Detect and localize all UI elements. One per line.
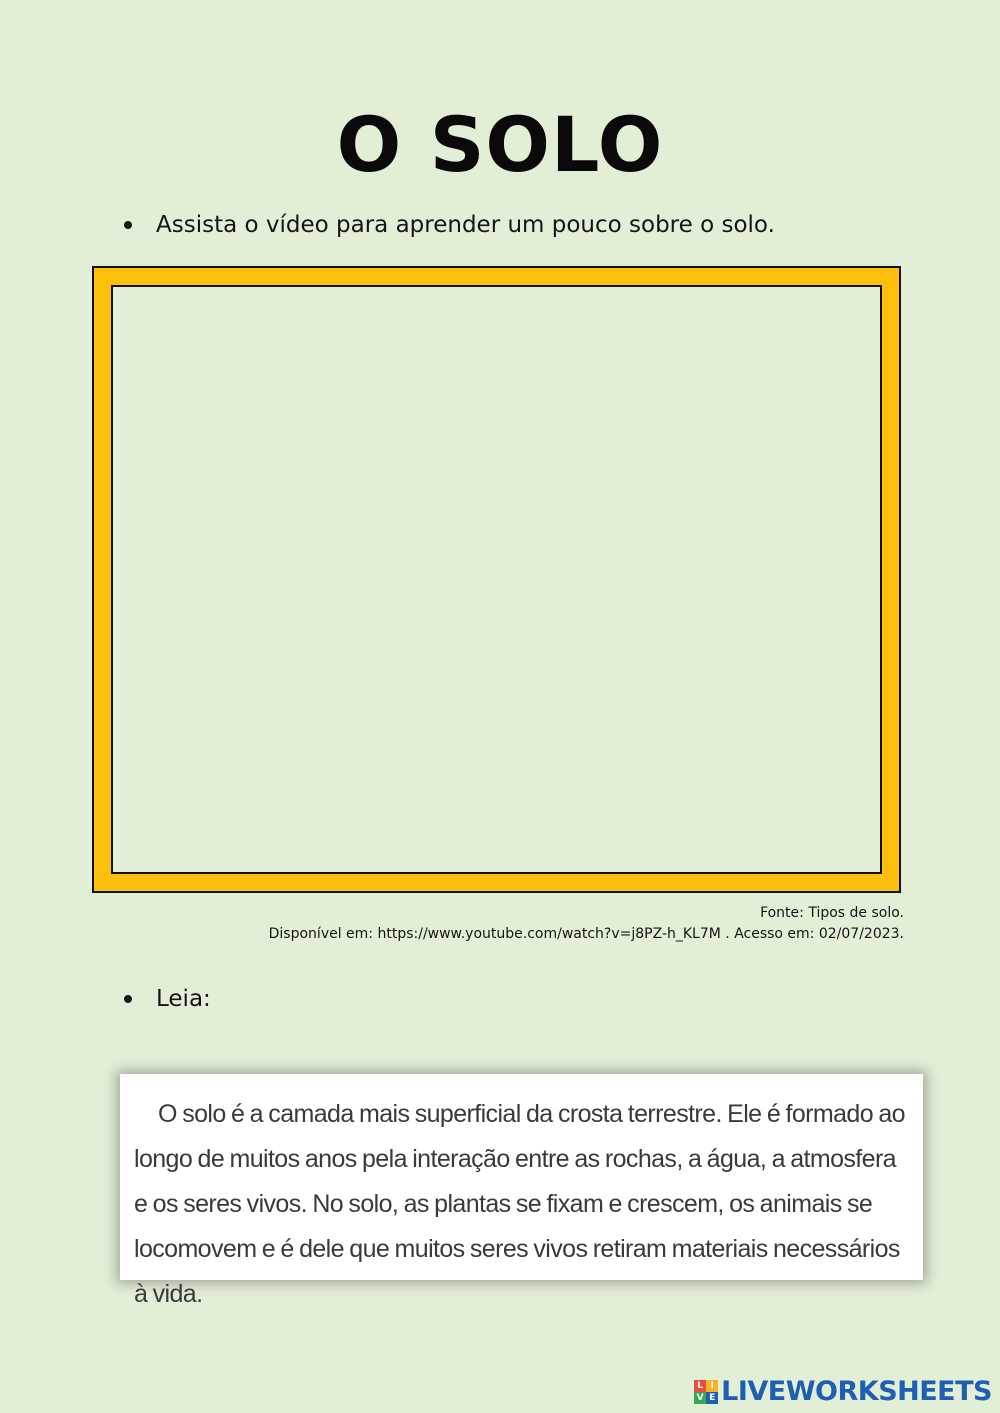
instruction-read-text: Leia: (156, 986, 211, 1012)
video-player[interactable] (111, 285, 882, 874)
instruction-watch (124, 212, 775, 238)
page-title: O SOLO (336, 100, 664, 189)
instruction-read (124, 986, 211, 1012)
bullet-icon (124, 995, 132, 1003)
reading-text: O solo é a camada mais superficial da crosta terrestre. Ele é formado ao longo de muitos anos pela interação entre as rochas, a água, a atmosfera e os seres vivos. No solo, as plantas se fixam e crescem, os animais se locomovem e é dele que muitos seres vivos retiram materiais necessários à vida. (134, 1100, 905, 1308)
liveworksheets-logo (694, 1376, 992, 1407)
liveworksheets-logo-icon: L I V E (694, 1380, 718, 1404)
reading-passage (120, 1074, 923, 1308)
video-frame (92, 266, 901, 893)
bullet-icon (124, 221, 132, 229)
source-title: Fonte: Tipos de solo. (760, 905, 904, 921)
source-link: Disponível em: https://www.youtube.com/watch?v=j8PZ-h_KL7M . Acesso em: 02/07/2023. (268, 926, 904, 942)
logo-text: LIVEWORKSHEETS (721, 1376, 992, 1407)
instruction-watch-text: Assista o vídeo para aprender um pouco sobre o solo. (156, 212, 775, 238)
